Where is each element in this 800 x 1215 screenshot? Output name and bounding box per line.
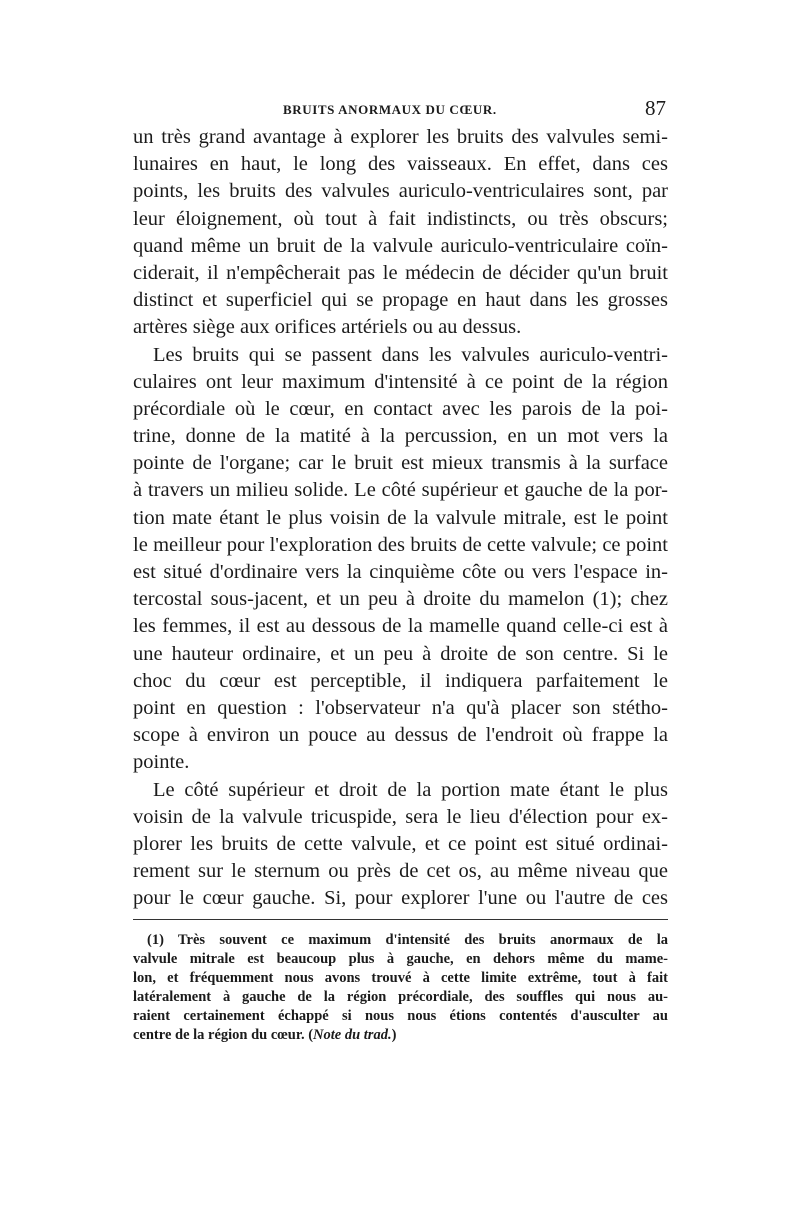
text-line: artères siège aux orifices artériels ou au dessus. — [133, 316, 522, 339]
text-line: une hauteur ordinaire, et un peu à droite de son centre. Si le — [133, 642, 668, 665]
footnote-text: centre de la région du cœur. ( — [133, 1027, 314, 1043]
text-line: quand même un bruit de la valvule auriculo-ventriculaire coïn- — [133, 234, 668, 257]
text-line: trine, donne de la matité à la percussion, en un mot vers la — [133, 425, 668, 448]
footnote-line: lon, et fréquemment nous avons trouvé à cette limite extrême, tout à fait — [133, 970, 668, 986]
text-line: distinct et superficiel qui se propage en haut dans les grosses — [133, 289, 668, 312]
text-line: les femmes, il est au dessous de la mamelle quand celle-ci est à — [133, 615, 668, 638]
text-line: pour le cœur gauche. Si, pour explorer l'une ou l'autre de ces — [133, 887, 668, 910]
text-line: culaires ont leur maximum d'intensité à ce point de la région — [133, 370, 668, 393]
footnote-rule — [133, 919, 668, 920]
text-line: ciderait, il n'empêcherait pas le médecin de décider qu'un bruit — [133, 261, 668, 284]
text-line: le meilleur pour l'exploration des bruits de cette valvule; ce point — [133, 533, 668, 556]
text-line: Le côté supérieur et droit de la portion mate étant le plus — [153, 778, 668, 801]
footnote-line: valvule mitrale est beaucoup plus à gauche, en dehors même du mame- — [133, 951, 668, 967]
text-line: pointe. — [133, 751, 190, 774]
text-line: un très grand avantage à explorer les bruits des valvules semi- — [133, 126, 668, 148]
running-head: BRUITS ANORMAUX DU CŒUR. — [283, 102, 497, 117]
text-line: leur éloignement, où tout à fait indistincts, ou très obscurs; — [133, 207, 668, 230]
text-line: scope à environ un pouce au dessus de l'endroit où frappe la — [133, 724, 668, 747]
text-line: tion mate étant le plus voisin de la valvule mitrale, est le point — [133, 506, 668, 529]
text-line: précordiale où le cœur, en contact avec les parois de la poi- — [133, 397, 668, 420]
text-line: rement sur le sternum ou près de cet os, au même niveau que — [133, 860, 668, 883]
text-line: pointe de l'organe; car le bruit est mieux transmis à la surface — [133, 452, 668, 475]
footnote-text: ) — [391, 1027, 397, 1043]
page-number: 87 — [645, 96, 666, 120]
text-line: voisin de la valvule tricuspide, sera le lieu d'élection pour ex- — [133, 805, 668, 828]
text-line: Les bruits qui se passent dans les valvules auriculo-ventri- — [153, 343, 668, 366]
text-line: à travers un milieu solide. Le côté supérieur et gauche de la por- — [133, 479, 668, 502]
text-line: plorer les bruits de cette valvule, et ce point est situé ordinai- — [133, 832, 668, 855]
footnote-line-last — [133, 1026, 668, 1045]
text-line: points, les bruits des valvules auriculo-ventriculaires sont, par — [133, 180, 668, 203]
page-header — [133, 98, 668, 122]
text-line: est situé d'ordinaire vers la cinquième côte ou vers l'espace in- — [133, 561, 668, 583]
text-line: tercostal sous-jacent, et un peu à droite du mamelon (1); chez — [133, 588, 668, 611]
text-line: point en question : l'observateur n'a qu'à placer son stétho- — [133, 696, 668, 719]
footnote-line: raient certainement échappé si nous nous étions contentés d'ausculter au — [133, 1008, 668, 1024]
footnote-line: latéralement à gauche de la région précordiale, des souffles qui nous au- — [133, 989, 668, 1005]
text-line: choc du cœur est perceptible, il indiquera parfaitement le — [133, 669, 668, 692]
translator-note: Note du trad. — [313, 1027, 392, 1043]
footnote-line: (1) Très souvent ce maximum d'intensité des bruits anormaux de la — [147, 932, 668, 948]
body-text — [133, 124, 668, 912]
footnote — [133, 931, 668, 1045]
text-line: lunaires en haut, le long des vaisseaux. En effet, dans ces — [133, 153, 668, 176]
